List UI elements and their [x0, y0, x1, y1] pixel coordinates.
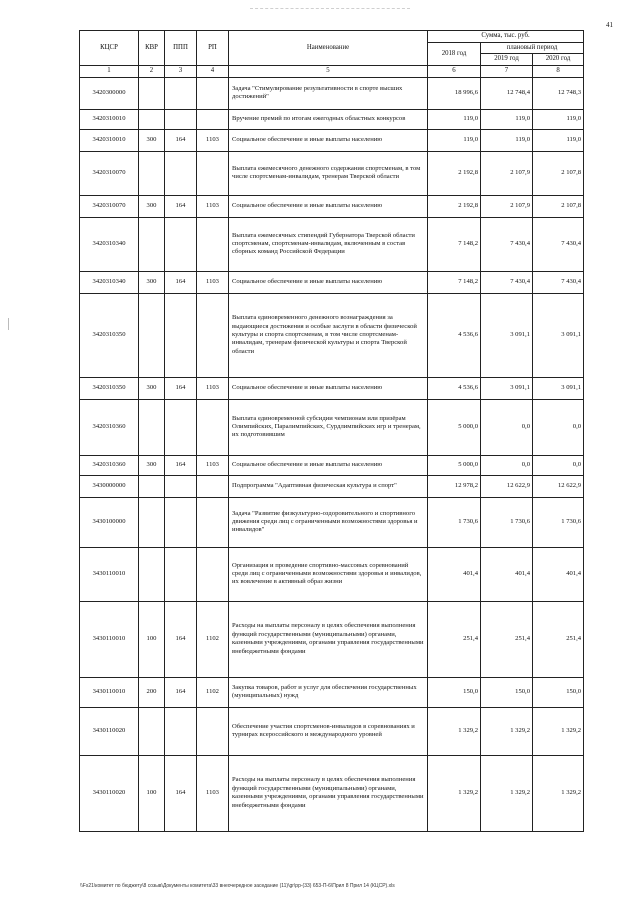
table-row — [80, 455, 584, 475]
header-planned-period: плановый период — [481, 42, 584, 54]
table-row — [80, 475, 584, 497]
budget-table — [79, 30, 584, 832]
cell-2019: 2 107,9 — [481, 151, 533, 195]
cell-name: Расходы на выплаты персоналу в целях обеспечения выполнения функций государственными (муниципальными) органами, казенными учреждениями, органами управления государственными внебюджетными фондами — [229, 755, 428, 831]
cell-kvr — [139, 151, 165, 195]
cell-2018: 5 000,0 — [428, 455, 481, 475]
cell-rp: 1102 — [197, 677, 229, 707]
cell-kcsr: 3420310350 — [80, 377, 139, 399]
cell-2020: 7 430,4 — [533, 217, 584, 271]
cell-name: Социальное обеспечение и иные выплаты населению — [229, 455, 428, 475]
scan-artifact — [250, 8, 410, 10]
cell-2020: 12 748,3 — [533, 77, 584, 109]
cell-2018: 1 329,2 — [428, 755, 481, 831]
cell-kcsr: 3430110020 — [80, 707, 139, 755]
cell-2019: 119,0 — [481, 129, 533, 151]
cell-name: Социальное обеспечение и иные выплаты населению — [229, 377, 428, 399]
cell-rp: 1102 — [197, 601, 229, 677]
cell-kcsr: 3420300000 — [80, 77, 139, 109]
table-row — [80, 271, 584, 293]
header-name: Наименование — [229, 31, 428, 66]
cell-kvr — [139, 293, 165, 377]
cell-kcsr: 3420310340 — [80, 271, 139, 293]
table-row — [80, 109, 584, 129]
cell-rp: 1103 — [197, 129, 229, 151]
cell-ppp: 164 — [165, 271, 197, 293]
cell-name: Закупка товаров, работ и услуг для обеспечения государственных (муниципальных) нужд — [229, 677, 428, 707]
cell-2018: 5 000,0 — [428, 399, 481, 455]
table-row — [80, 77, 584, 109]
cell-ppp: 164 — [165, 195, 197, 217]
col-number: 1 — [80, 66, 139, 78]
cell-2019: 3 091,1 — [481, 377, 533, 399]
cell-ppp — [165, 109, 197, 129]
cell-2019: 1 329,2 — [481, 755, 533, 831]
cell-kvr: 300 — [139, 455, 165, 475]
cell-kvr — [139, 497, 165, 547]
cell-2019: 150,0 — [481, 677, 533, 707]
table-row — [80, 755, 584, 831]
cell-2018: 4 536,6 — [428, 377, 481, 399]
col-number: 6 — [428, 66, 481, 78]
header-kcsr: КЦСР — [80, 31, 139, 66]
cell-kvr — [139, 547, 165, 601]
cell-2018: 2 192,8 — [428, 151, 481, 195]
header-rp: РП — [197, 31, 229, 66]
table-body — [80, 77, 584, 831]
cell-2020: 1 730,6 — [533, 497, 584, 547]
cell-kvr — [139, 109, 165, 129]
cell-2019: 2 107,9 — [481, 195, 533, 217]
cell-kcsr: 3430110010 — [80, 677, 139, 707]
cell-ppp — [165, 707, 197, 755]
cell-kvr: 200 — [139, 677, 165, 707]
cell-name: Выплата единовременной субсидии чемпионам или призёрам Олимпийских, Паралимпийских, Сурдлимпийских игр и тренерам, их подготовившим — [229, 399, 428, 455]
table-row — [80, 601, 584, 677]
cell-rp — [197, 217, 229, 271]
margin-mark — [8, 318, 9, 330]
cell-2019: 12 748,4 — [481, 77, 533, 109]
cell-kvr: 300 — [139, 271, 165, 293]
header-kvr: КВР — [139, 31, 165, 66]
cell-name: Подпрограмма "Адаптивная физическая культура и спорт" — [229, 475, 428, 497]
cell-ppp — [165, 151, 197, 195]
cell-2020: 0,0 — [533, 399, 584, 455]
cell-rp — [197, 293, 229, 377]
cell-2019: 7 430,4 — [481, 217, 533, 271]
cell-2020: 119,0 — [533, 129, 584, 151]
cell-2018: 150,0 — [428, 677, 481, 707]
cell-ppp — [165, 497, 197, 547]
cell-ppp: 164 — [165, 455, 197, 475]
cell-kvr: 300 — [139, 129, 165, 151]
cell-kcsr: 3420310340 — [80, 217, 139, 271]
cell-kcsr: 3420310010 — [80, 109, 139, 129]
page-number: 41 — [606, 21, 613, 29]
cell-2018: 2 192,8 — [428, 195, 481, 217]
cell-2019: 0,0 — [481, 455, 533, 475]
cell-rp: 1103 — [197, 455, 229, 475]
header-ppp: ППП — [165, 31, 197, 66]
cell-kcsr: 3430000000 — [80, 475, 139, 497]
table-row — [80, 399, 584, 455]
cell-kcsr: 3420310070 — [80, 151, 139, 195]
cell-rp — [197, 707, 229, 755]
header-sum: Сумма, тыс. руб. — [428, 31, 584, 43]
cell-2019: 119,0 — [481, 109, 533, 129]
cell-rp — [197, 77, 229, 109]
cell-name: Социальное обеспечение и иные выплаты населению — [229, 271, 428, 293]
cell-kvr: 300 — [139, 377, 165, 399]
cell-ppp — [165, 399, 197, 455]
cell-kvr: 300 — [139, 195, 165, 217]
table-row — [80, 547, 584, 601]
table-row — [80, 195, 584, 217]
cell-2018: 1 329,2 — [428, 707, 481, 755]
header-2019: 2019 год — [481, 54, 533, 66]
table-row — [80, 217, 584, 271]
cell-name: Выплата ежемесячных стипендий Губернатора Тверской области спортсменам, спортсменам-инвалидам, включенным в состав сборных команд Российской Федерации — [229, 217, 428, 271]
cell-ppp: 164 — [165, 377, 197, 399]
cell-ppp — [165, 293, 197, 377]
col-number: 3 — [165, 66, 197, 78]
cell-ppp — [165, 547, 197, 601]
column-number-row — [80, 66, 584, 78]
cell-name: Социальное обеспечение и иные выплаты населению — [229, 129, 428, 151]
cell-2018: 251,4 — [428, 601, 481, 677]
cell-2020: 251,4 — [533, 601, 584, 677]
cell-kcsr: 3420310360 — [80, 399, 139, 455]
cell-2018: 7 148,2 — [428, 271, 481, 293]
col-number: 5 — [229, 66, 428, 78]
cell-2020: 119,0 — [533, 109, 584, 129]
cell-2020: 2 107,8 — [533, 151, 584, 195]
table-row — [80, 151, 584, 195]
cell-2019: 0,0 — [481, 399, 533, 455]
cell-rp: 1103 — [197, 377, 229, 399]
cell-ppp: 164 — [165, 677, 197, 707]
cell-rp — [197, 547, 229, 601]
cell-name: Задача "Развитие физкультурно-оздоровительного и спортивного движения среди лиц с ограниченными возможностями здоровья и инвалидов" — [229, 497, 428, 547]
cell-kcsr: 3430110020 — [80, 755, 139, 831]
table-row — [80, 377, 584, 399]
col-number: 4 — [197, 66, 229, 78]
cell-2018: 7 148,2 — [428, 217, 481, 271]
file-path-footer: \\Fs21\комитет по бюджету\8 созыв\Документы комитета\33 внеочередное заседание (11)\gr\pp-(33) 653-П-6\Прил 8 Прил 14 (КЦСР).xls — [80, 883, 395, 889]
cell-rp: 1103 — [197, 755, 229, 831]
cell-name: Обеспечение участия спортсменов-инвалидов в соревнованиях и турнирах всероссийского и международного уровней — [229, 707, 428, 755]
cell-kcsr: 3420310360 — [80, 455, 139, 475]
cell-2020: 7 430,4 — [533, 271, 584, 293]
cell-2019: 7 430,4 — [481, 271, 533, 293]
cell-kvr: 100 — [139, 601, 165, 677]
cell-2018: 119,0 — [428, 109, 481, 129]
cell-name: Выплата ежемесячного денежного содержания спортсменам, в том числе спортсменам-инвалидам, тренерам Тверской области — [229, 151, 428, 195]
table-row — [80, 707, 584, 755]
cell-name: Организация и проведение спортивно-массовых соревнований среди лиц с ограниченными возможностями здоровья и инвалидов, их вовлечение в активный образ жизни — [229, 547, 428, 601]
table-row — [80, 497, 584, 547]
cell-2018: 18 996,6 — [428, 77, 481, 109]
cell-name: Вручение премий по итогам ежегодных областных конкурсов — [229, 109, 428, 129]
cell-rp — [197, 109, 229, 129]
cell-2020: 12 622,9 — [533, 475, 584, 497]
cell-2020: 3 091,1 — [533, 377, 584, 399]
col-number: 2 — [139, 66, 165, 78]
cell-name: Выплата единовременного денежного вознаграждения за выдающиеся достижения и особые заслуги в области физической культуры и спорта спортсменам, в том числе спортсменам-инвалидам, тренерам физической культуры и спорта Тверской области — [229, 293, 428, 377]
cell-rp — [197, 151, 229, 195]
cell-2018: 4 536,6 — [428, 293, 481, 377]
cell-rp: 1103 — [197, 271, 229, 293]
cell-2020: 0,0 — [533, 455, 584, 475]
cell-2020: 150,0 — [533, 677, 584, 707]
cell-name: Социальное обеспечение и иные выплаты населению — [229, 195, 428, 217]
cell-kcsr: 3430100000 — [80, 497, 139, 547]
cell-kvr — [139, 475, 165, 497]
cell-rp — [197, 497, 229, 547]
cell-ppp — [165, 77, 197, 109]
cell-2020: 1 329,2 — [533, 755, 584, 831]
cell-kcsr: 3430110010 — [80, 601, 139, 677]
cell-kvr — [139, 217, 165, 271]
cell-ppp: 164 — [165, 129, 197, 151]
cell-name: Задача "Стимулирование результативности в спорте высших достижений" — [229, 77, 428, 109]
cell-2020: 3 091,1 — [533, 293, 584, 377]
cell-kvr — [139, 399, 165, 455]
header-2018: 2018 год — [428, 42, 481, 65]
cell-ppp — [165, 217, 197, 271]
cell-2018: 401,4 — [428, 547, 481, 601]
cell-rp: 1103 — [197, 195, 229, 217]
cell-2019: 251,4 — [481, 601, 533, 677]
cell-kcsr: 3420310010 — [80, 129, 139, 151]
cell-2018: 1 730,6 — [428, 497, 481, 547]
cell-name: Расходы на выплаты персоналу в целях обеспечения выполнения функций государственными (муниципальными) органами, казенными учреждениями, органами управления государственными внебюджетными фондами — [229, 601, 428, 677]
cell-2019: 1 329,2 — [481, 707, 533, 755]
cell-kcsr: 3430110010 — [80, 547, 139, 601]
cell-2018: 12 978,2 — [428, 475, 481, 497]
cell-2019: 1 730,6 — [481, 497, 533, 547]
table-row — [80, 129, 584, 151]
cell-2019: 12 622,9 — [481, 475, 533, 497]
cell-kcsr: 3420310070 — [80, 195, 139, 217]
cell-ppp: 164 — [165, 601, 197, 677]
table-row — [80, 677, 584, 707]
cell-2019: 3 091,1 — [481, 293, 533, 377]
cell-2019: 401,4 — [481, 547, 533, 601]
cell-ppp — [165, 475, 197, 497]
col-number: 8 — [533, 66, 584, 78]
cell-ppp: 164 — [165, 755, 197, 831]
cell-2020: 1 329,2 — [533, 707, 584, 755]
cell-rp — [197, 399, 229, 455]
cell-rp — [197, 475, 229, 497]
col-number: 7 — [481, 66, 533, 78]
cell-2020: 401,4 — [533, 547, 584, 601]
header-2020: 2020 год — [533, 54, 584, 66]
table-row — [80, 293, 584, 377]
cell-2018: 119,0 — [428, 129, 481, 151]
cell-kvr: 100 — [139, 755, 165, 831]
cell-kcsr: 3420310350 — [80, 293, 139, 377]
cell-2020: 2 107,8 — [533, 195, 584, 217]
cell-kvr — [139, 77, 165, 109]
cell-kvr — [139, 707, 165, 755]
